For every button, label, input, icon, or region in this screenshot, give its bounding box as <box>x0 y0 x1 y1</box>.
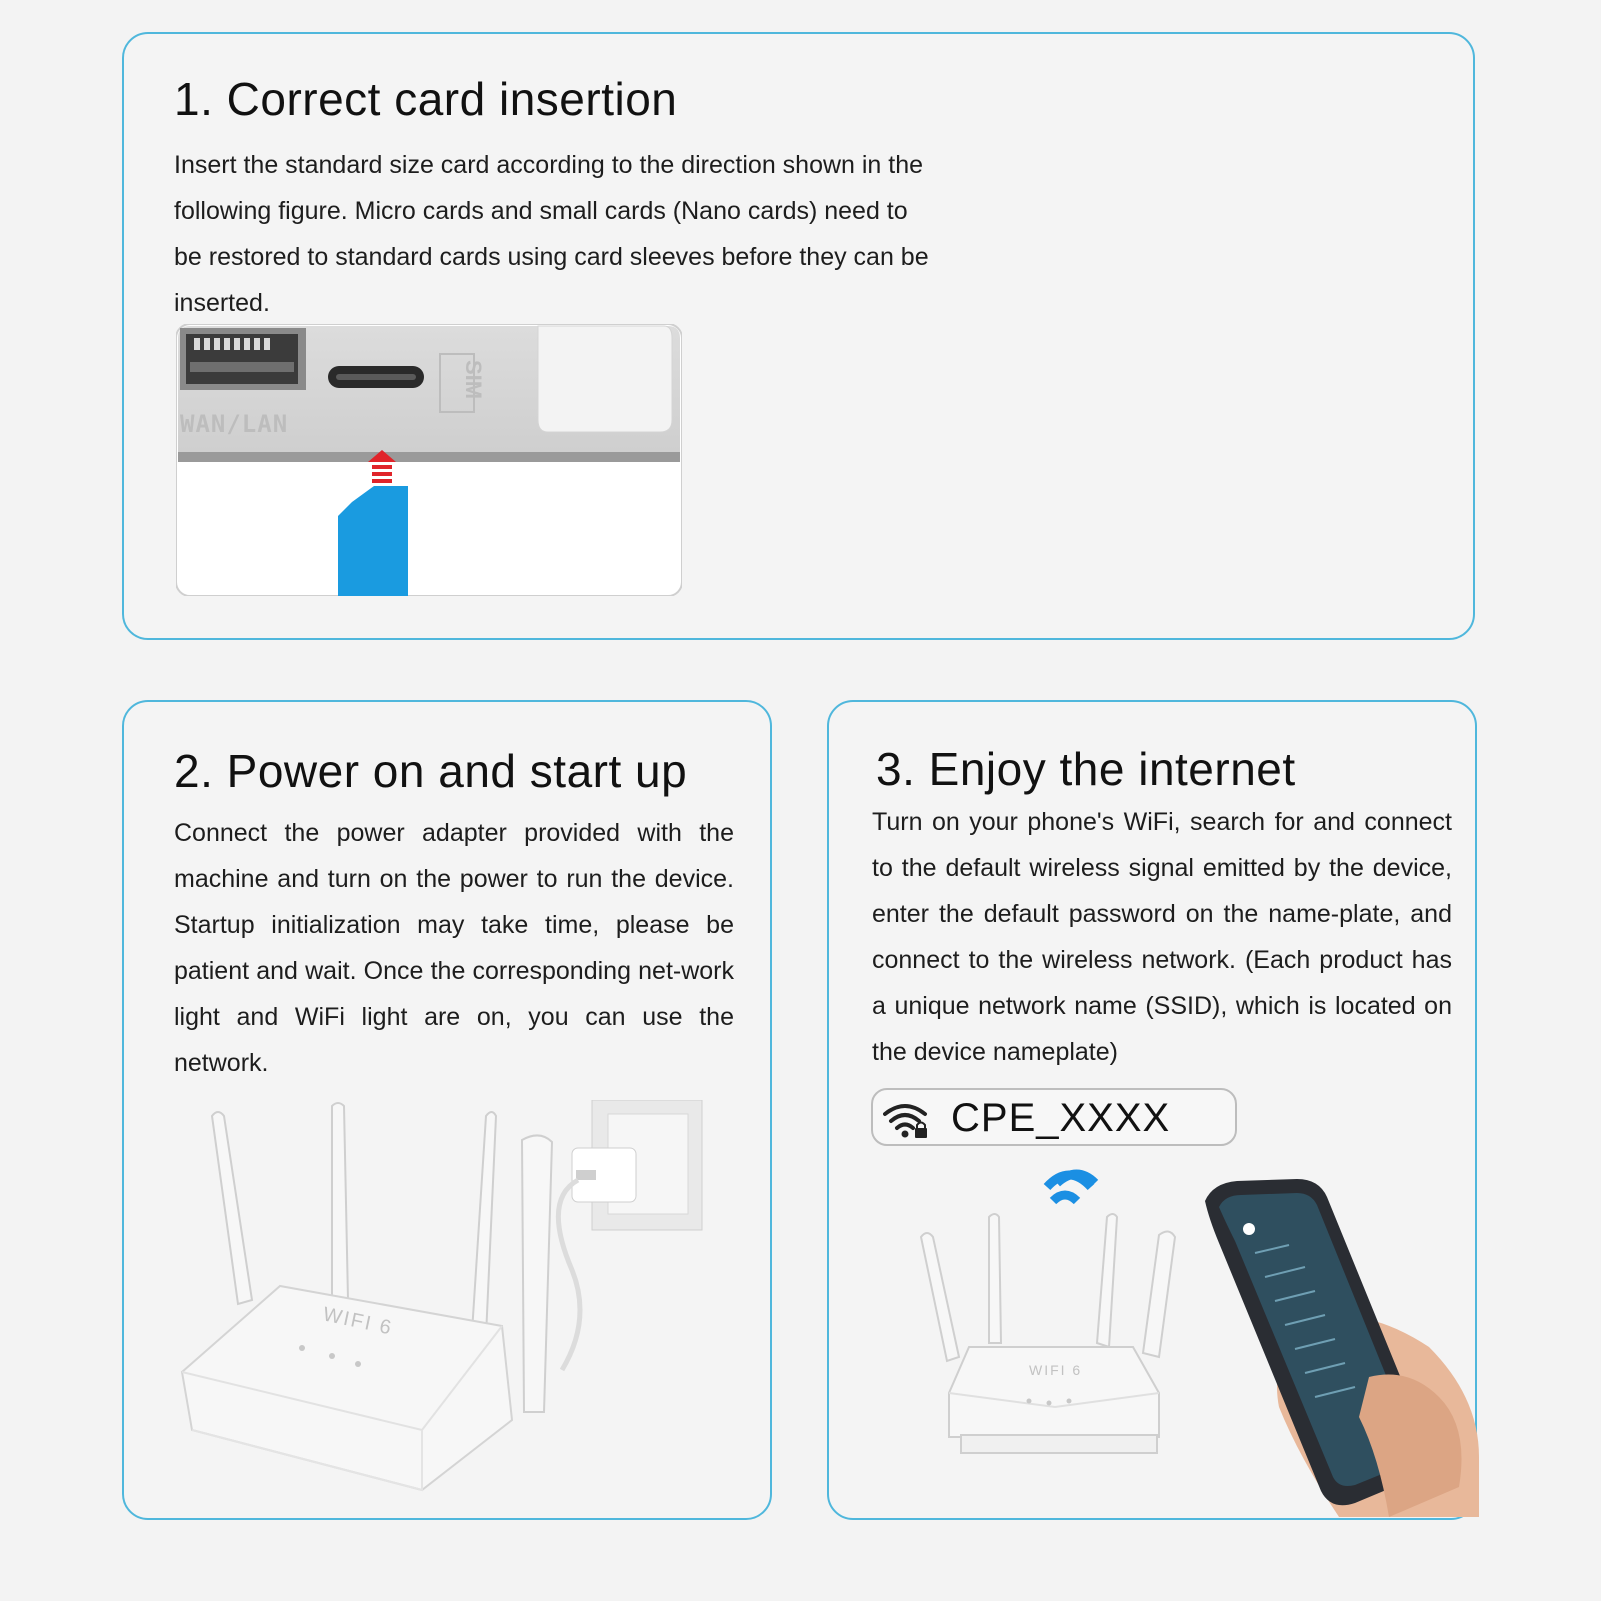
step-card-2 <box>122 700 772 1520</box>
router-label: WIFI 6 <box>320 1303 395 1340</box>
router-power-illustration <box>172 1100 722 1510</box>
signal-waves-icon <box>1047 1174 1095 1201</box>
wifi-lock-icon <box>883 1100 929 1140</box>
ssid-badge <box>871 1088 1237 1146</box>
wan-lan-label: WAN/LAN <box>180 410 289 438</box>
ssid-name: CPE_XXXX <box>951 1096 1171 1140</box>
step-3-title: 3. Enjoy the internet <box>876 743 1296 795</box>
router-label-small: WIFI 6 <box>1029 1362 1083 1378</box>
router-phone-illustration <box>869 1157 1479 1517</box>
step-3-description: Turn on your phone's WiFi, search for and connect to the default wireless signal emitted by the device, enter the default password on the name-plate, and connect to the wireless network. (Each product has a unique network name (SSID), which is located on the device nameplate) <box>872 808 1452 1066</box>
step-1-description: Insert the standard size card according to the direction shown in the following figure. Micro cards and small cards (Nano cards) need to be restored to standard cards using card sleeves before they can be inserted. <box>174 151 929 317</box>
sim-slot-label: SIM <box>461 360 486 400</box>
step-card-1 <box>122 32 1475 640</box>
sim-insertion-illustration <box>176 324 682 596</box>
step-2-title: 2. Power on and start up <box>174 745 688 797</box>
step-2-description: Connect the power adapter provided with the machine and turn on the power to run the device. Startup initialization may take time, please be patient and wait. Once the corresponding net-work light and WiFi light are on, you can use the network. <box>174 819 734 1077</box>
step-1-title: 1. Correct card insertion <box>174 73 678 125</box>
step-card-3 <box>827 700 1477 1520</box>
